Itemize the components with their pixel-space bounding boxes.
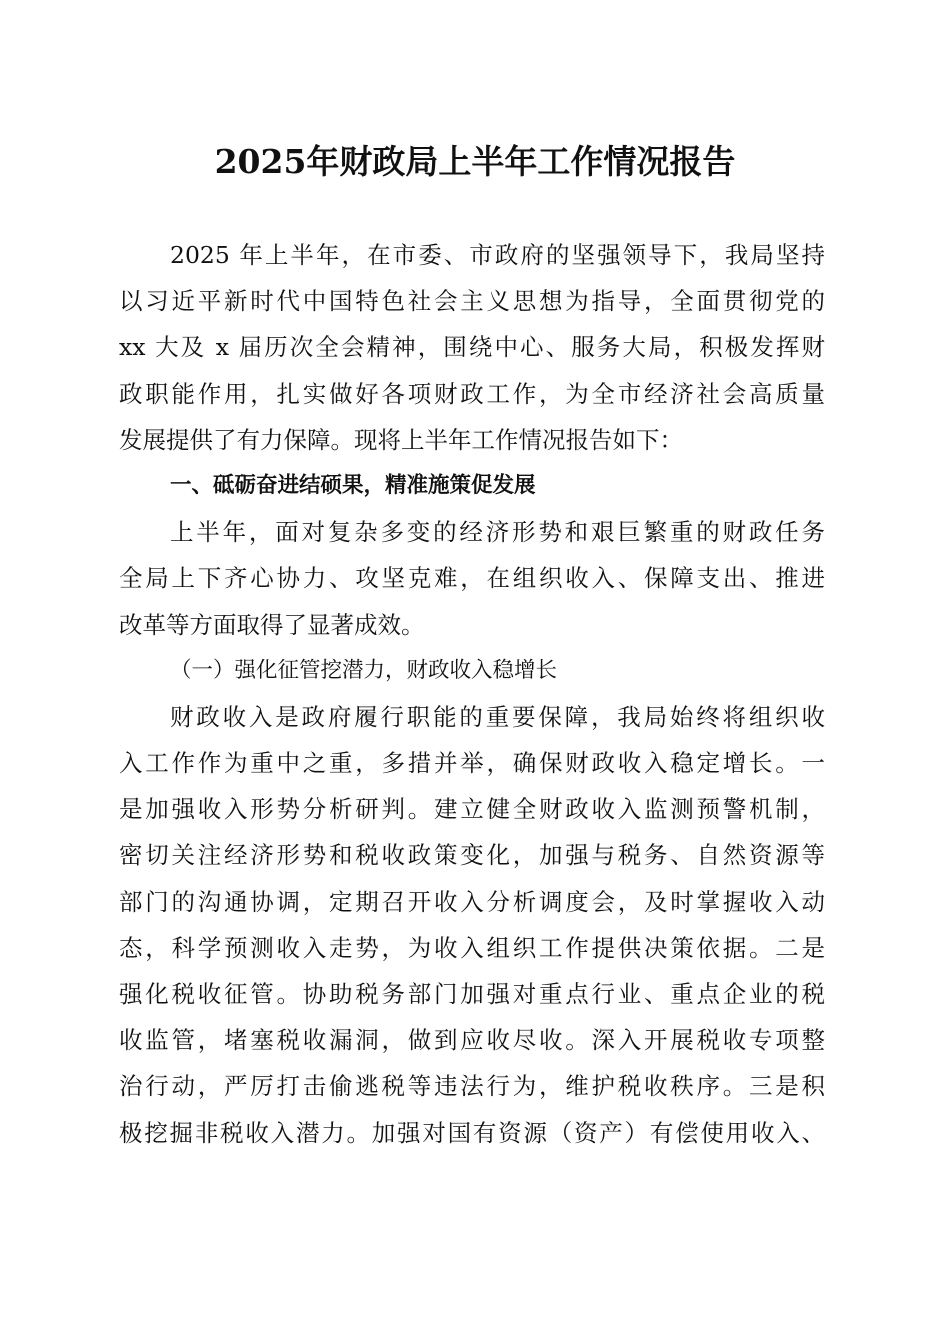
paragraph-line: 极挖掘非税收入潜力。加强对国有资源（资产）有偿使用收入、 — [119, 1118, 825, 1147]
paragraph-line: 密切关注经济形势和税收政策变化，加强与税务、自然资源等 — [119, 841, 825, 870]
paragraph-line: 财政收入是政府履行职能的重要保障，我局始终将组织收 — [170, 702, 825, 731]
document-body — [119, 232, 825, 1156]
paragraph-line: 部门的沟通协调，定期召开收入分析调度会，及时掌握收入动 — [119, 887, 825, 916]
paragraph-line: 政职能作用，扎实做好各项财政工作，为全市经济社会高质量 — [119, 379, 825, 408]
paragraph-line: 改革等方面取得了显著成效。 — [119, 610, 425, 639]
paragraph-line: 强化税收征管。协助税务部门加强对重点行业、重点企业的税 — [119, 980, 825, 1008]
paragraph-line: 全局上下齐心协力、攻坚克难，在组织收入、保障支出、推进 — [119, 564, 825, 593]
paragraph-line: 入工作作为重中之重，多措并举，确保财政收入稳定增长。一 — [119, 749, 825, 778]
section-heading: 一、砥砺奋进结硕果，精准施策促发展 — [170, 472, 536, 498]
paragraph-line: 发展提供了有力保障。现将上半年工作情况报告如下： — [119, 425, 683, 454]
paragraph-line: 2025 年上半年，在市委、市政府的坚强领导下，我局坚持 — [170, 241, 825, 269]
paragraph-line: 以习近平新时代中国特色社会主义思想为指导，全面贯彻党的 — [119, 287, 825, 316]
paragraph-line: 态，科学预测收入走势，为收入组织工作提供决策依据。二是 — [119, 933, 825, 962]
paragraph-line: 上半年，面对复杂多变的经济形势和艰巨繁重的财政任务 — [170, 518, 825, 547]
paragraph-line: 收监管，堵塞税收漏洞，做到应收尽收。深入开展税收专项整 — [119, 1026, 825, 1055]
page-title: 2025年财政局上半年工作情况报告 — [214, 142, 736, 181]
paragraph-line: 治行动，严厉打击偷逃税等违法行为，维护税收秩序。三是积 — [119, 1072, 825, 1101]
subsection-heading: （一）强化征管挖潜力，财政收入稳增长 — [170, 657, 558, 683]
paragraph-line: 是加强收入形势分析研判。建立健全财政收入监测预警机制， — [119, 795, 825, 824]
paragraph-line: xx 大及 x 届历次全会精神，围绕中心、服务大局，积极发挥财 — [119, 333, 825, 362]
